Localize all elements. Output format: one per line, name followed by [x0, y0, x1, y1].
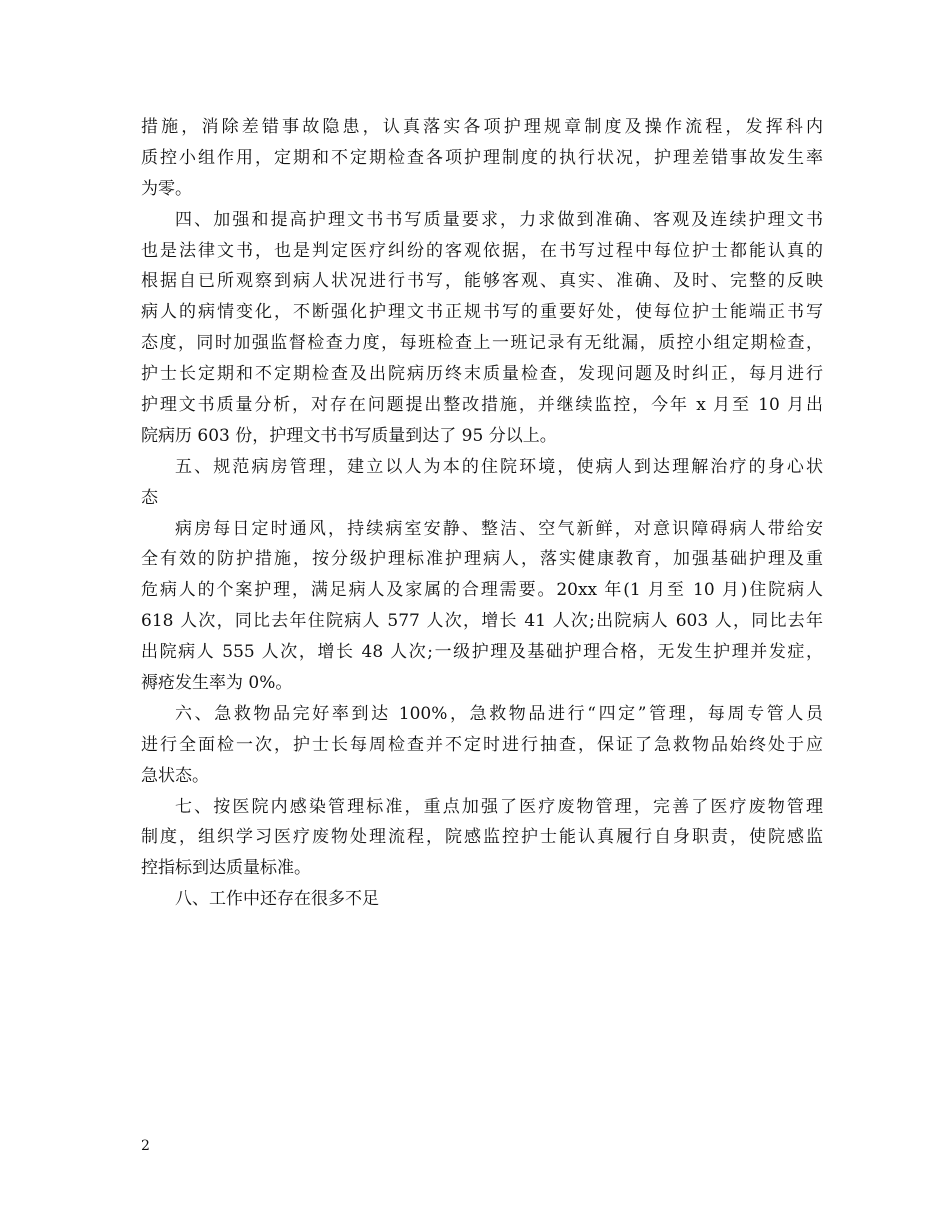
text-line: 八、工作中还存在很多不足: [175, 889, 379, 910]
text-line: 五、规范病房管理，建立以人为本的住院环境，使病人到达理解治疗的身心状: [175, 456, 823, 477]
text-line: 全有效的防护措施，按分级护理标准护理病人，落实健康教育，加强基础护理及重: [141, 549, 823, 570]
text-line: 措施，消除差错事故隐患，认真落实各项护理规章制度及操作流程，发挥科内: [141, 117, 823, 137]
page-number: 2: [141, 1138, 150, 1154]
text-line: 质控小组作用，定期和不定期检查各项护理制度的执行状况，护理差错事故发生率: [141, 147, 823, 168]
text-line: 病房每日定时通风，持续病室安静、整洁、空气新鲜，对意识障碍病人带给安: [175, 518, 823, 539]
text-line: 控指标到达质量标准。: [141, 858, 311, 879]
document-body: [141, 112, 823, 915]
text-line: 为零。: [141, 178, 192, 199]
text-line: 六、急救物品完好率到达 100%，急救物品进行“四定”管理，每周专管人员: [175, 703, 823, 724]
text-line: 护理文书质量分析，对存在问题提出整改措施，并继续监控，今年 x 月至 10 月出: [141, 395, 823, 416]
text-line: 四、加强和提高护理文书书写质量要求，力求做到准确、客观及连续护理文书: [175, 209, 823, 230]
text-line: 护士长定期和不定期检查及出院病历终末质量检查，发现问题及时纠正，每月进行: [141, 364, 823, 385]
text-line: 院病历 603 份，护理文书书写质量到达了 95 分以上。: [141, 425, 557, 446]
text-line: 态: [141, 487, 158, 508]
text-line: 出院病人 555 人次，增长 48 人次;一级护理及基础护理合格，无发生护理并发症，: [141, 642, 823, 663]
paragraph-ward-statistics: [141, 514, 823, 699]
text-line: 进行全面检一次，护士长每周检查并不定时进行抽查，保证了急救物品始终处于应: [141, 734, 823, 755]
paragraph-infection-control: [141, 792, 823, 885]
text-line: 危病人的个案护理，满足病人及家属的合理需要。20xx 年(1 月至 10 月)住院病人: [141, 580, 823, 601]
paragraph-nursing-documents: [141, 205, 823, 452]
text-line: 根据自已所观察到病人状况进行书写，能够客观、真实、准确、及时、完整的反映: [141, 271, 823, 292]
text-line: 病人的病情变化，不断强化护理文书正规书写的重要好处，使每位护士能端正书写: [141, 302, 823, 323]
paragraph-emergency-supplies: [141, 699, 823, 792]
text-line: 也是法律文书，也是判定医疗纠纷的客观依据，在书写过程中每位护士都能认真的: [141, 240, 823, 261]
paragraph-shortcomings: [141, 884, 823, 915]
text-line: 急状态。: [141, 765, 209, 786]
text-line: 618 人次，同比去年住院病人 577 人次，增长 41 人次;出院病人 603 人，同比去年: [141, 611, 823, 632]
text-line: 态度，同时加强监督检查力度，每班检查上一班记录有无纰漏，质控小组定期检查，: [141, 333, 823, 354]
paragraph-ward-management-heading: [141, 452, 823, 514]
text-line: 褥疮发生率为 0%。: [141, 673, 293, 694]
text-line: 七、按医院内感染管理标准，重点加强了医疗废物管理，完善了医疗废物管理: [175, 796, 823, 817]
paragraph-measures: [141, 112, 823, 205]
text-line: 制度，组织学习医疗废物处理流程，院感监控护士能认真履行自身职责，使院感监: [141, 827, 823, 848]
